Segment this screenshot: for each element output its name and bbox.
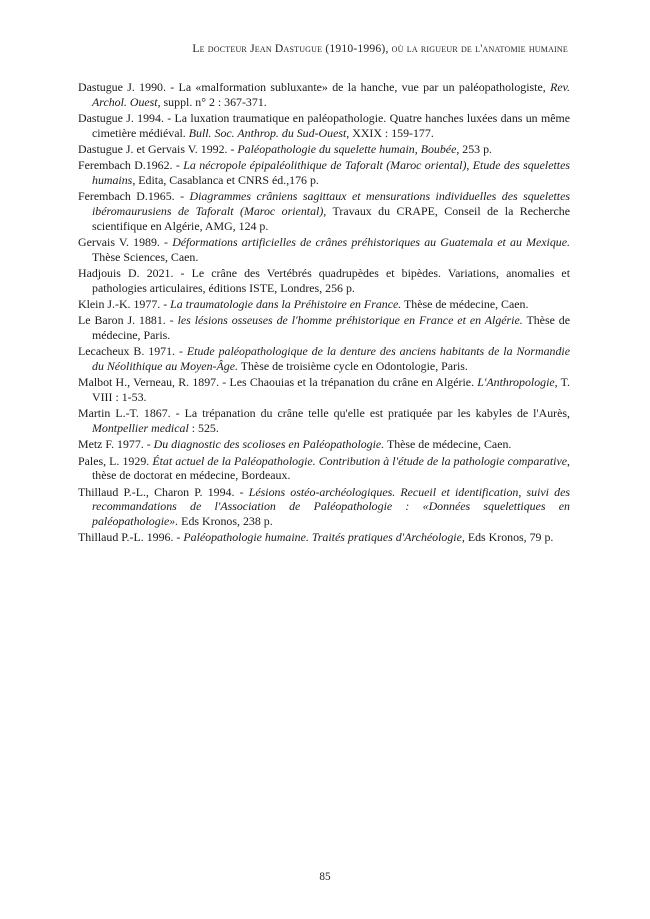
reference-text: Malbot H., Verneau, R. 1897. - Les Chaouias et la trépanation du crâne en Algérie. <box>78 375 478 390</box>
reference-entry <box>78 80 570 109</box>
reference-text: Ferembach D.1962. - <box>78 158 184 173</box>
reference-text: Hadjouis D. 2021. - Le crâne des Vertébrés quadrupèdes et bipèdes. Variations, anomalies et pathologies articulaires, éditions ISTE, Londres, 256 p. <box>78 265 570 295</box>
reference-title: État actuel de la Paléopathologie. Contribution à l'étude de la pathologie comparative <box>152 453 568 468</box>
running-head: Le docteur Jean Dastugue (1910-1996), où la rigueur de l'anatomie humaine <box>192 42 568 55</box>
reference-title: Paléopathologie humaine. Traités pratiques d'Archéologie <box>183 530 462 545</box>
reference-details: , suppl. n° 2 : 367-371. <box>157 94 267 109</box>
reference-title: Du diagnostic des scolioses en Paléopathologie. <box>153 437 385 452</box>
reference-text: Metz F. 1977. - <box>78 437 154 452</box>
reference-text: Gervais V. 1989. - <box>78 234 173 249</box>
bibliography-list <box>78 80 570 547</box>
reference-text: Thillaud P.-L., Charon P. 1994. - <box>78 484 249 499</box>
reference-entry <box>78 111 570 140</box>
reference-details: , Edita, Casablanca et CNRS éd.,176 p. <box>132 172 319 187</box>
reference-text: Dastugue J. et Gervais V. 1992. - <box>78 141 238 156</box>
reference-details: Thèse de médecine, Paris. <box>92 313 571 342</box>
reference-text: Klein J.-K. 1977. - <box>78 296 171 311</box>
reference-details: , XXIX : 159-177. <box>346 125 434 140</box>
reference-entry <box>78 142 570 157</box>
reference-text: Lecacheux B. 1971. - <box>78 344 187 359</box>
reference-entry <box>78 406 570 435</box>
reference-title: les lésions osseuses de l'homme préhistorique en France et en Algérie. <box>177 313 523 328</box>
reference-title: L'Anthropologie <box>477 375 555 390</box>
reference-title: Montpellier medical <box>92 420 189 435</box>
reference-entry <box>78 266 570 295</box>
reference-text: Le Baron J. 1881. - <box>78 313 178 328</box>
reference-details: Eds Kronos, 238 p. <box>178 513 273 528</box>
reference-title: Etude paléopathologique de la denture des anciens habitants de la Normandie du Néolithique au Moyen-Âge. <box>92 344 570 373</box>
reference-title: Déformations artificielles de crânes préhistoriques au Guatemala et au Mexique. <box>172 234 570 249</box>
reference-entry <box>78 485 570 529</box>
reference-details: Thèse de médecine, Caen. <box>384 437 512 452</box>
reference-title: Diagrammes crâniens sagittaux et mensurations individuelles des squelettes ibéromaurusiens de Taforalt (Maroc oriental), <box>92 189 571 218</box>
reference-details: Travaux du CRAPE, Conseil de la Recherche scientifique en Algérie, AMG, 124 p. <box>92 203 570 233</box>
reference-text: Martin L.-T. 1867. - La trépanation du crâne telle qu'elle est pratiquée par les kabyles de l'Aurès, <box>78 406 570 421</box>
reference-entry <box>78 530 570 545</box>
reference-entry <box>78 454 570 483</box>
reference-details: : 525. <box>188 420 219 435</box>
reference-details: , T. VIII : 1-53. <box>92 375 570 404</box>
reference-entry <box>78 375 570 404</box>
reference-details: , 253 p. <box>456 141 493 156</box>
reference-details: Thèse de troisième cycle en Odontologie, Paris. <box>237 358 468 373</box>
reference-title: Paléopathologie du squelette humain, Boubée <box>237 141 457 156</box>
reference-entry <box>78 235 570 264</box>
reference-details: Thèse Sciences, Caen. <box>92 249 199 264</box>
reference-title: La nécropole épipaléolithique de Taforalt (Maroc oriental), Etude des squelettes humains <box>92 158 571 187</box>
reference-title: La traumatologie dans la Préhistoire en France. <box>170 296 402 311</box>
reference-details: , thèse de doctorat en médecine, Bordeaux. <box>92 453 570 483</box>
reference-entry <box>78 158 570 187</box>
reference-title: Rev. Archol. Ouest <box>92 80 570 109</box>
reference-entry <box>78 344 570 373</box>
reference-title: Lésions ostéo-archéologiques. Recueil et identification, suivi des recommandations de l'Association de Paléopathologie : «Données squelettiques en paléopathologie». <box>92 484 571 528</box>
reference-entry <box>78 313 570 342</box>
reference-entry <box>78 437 570 452</box>
reference-text: Dastugue J. 1990. - La «malformation subluxante» de la hanche, vue par un paléopathologiste, <box>78 80 551 94</box>
reference-text: Ferembach D.1965. - <box>78 189 190 204</box>
reference-entry <box>78 297 570 312</box>
reference-text: Pales, L. 1929. <box>78 453 153 468</box>
reference-details: , Eds Kronos, 79 p. <box>461 530 554 545</box>
page-number: 85 <box>319 871 331 883</box>
reference-details: Thèse de médecine, Caen. <box>401 296 529 311</box>
reference-title: Bull. Soc. Anthrop. du Sud-Ouest <box>188 125 347 140</box>
reference-entry <box>78 189 570 233</box>
reference-text: Thillaud P.-L. 1996. - <box>78 530 184 545</box>
reference-text: Dastugue J. 1994. - La luxation traumatique en paléopathologie. Quatre hanches luxées dans un même cimetière médiéval. <box>78 110 570 140</box>
